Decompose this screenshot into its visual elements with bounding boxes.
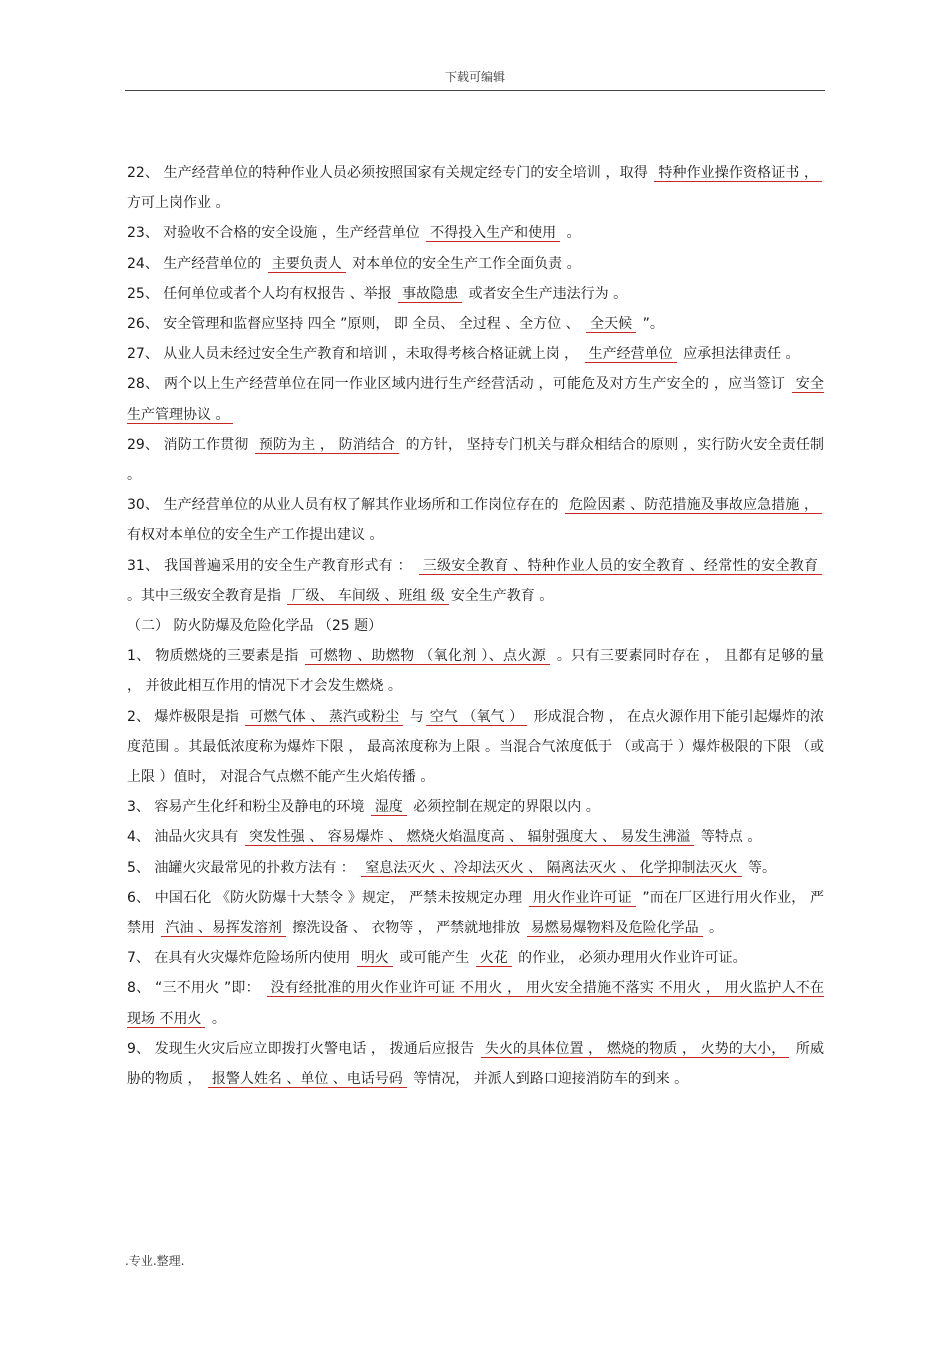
question-text: 9、 发现生火灾后应立即拨打火警电话 ， 拨通后应报告 (127, 1040, 479, 1057)
question-text: 7、 在具有火灾爆炸危险场所内使用 (127, 950, 355, 967)
answer-text: 失火的具体位置 ， 燃烧的物质 ， 火势的大小， (481, 1041, 789, 1058)
answer-text: 事故隐患 (398, 286, 462, 303)
question-text: 4、 油品火灾具有 (127, 829, 243, 846)
answer-text: 不得投入生产和使用 (426, 225, 560, 242)
question-text: 的作业， 必须办理用火作业许可证。 (513, 950, 747, 967)
answer-text: 全天候 (586, 316, 636, 333)
question-item (127, 822, 824, 852)
question-text: 的方针， 坚持专门机关与群众相结合的原则 ，实行防火安全责任制 。 (127, 436, 824, 484)
question-text: 26、 安全管理和监督应坚持 四全 ”原则， 即 全员、 全过程 、全方位 、 (127, 316, 585, 333)
question-text: 必须控制在规定的界限以内 。 (408, 799, 600, 816)
answer-text: 可燃气体 、 蒸汽或粉尘 (245, 709, 403, 726)
answer-text: 可燃物 、助燃物 （氧化剂 ）、点火源 (305, 648, 550, 665)
question-text: 31、 我国普遍采用的安全生产教育形式有 ： (127, 557, 417, 574)
question-item (127, 702, 824, 793)
question-item (127, 309, 824, 339)
question-item (127, 490, 824, 550)
question-text: 应承担法律责任 。 (678, 346, 800, 363)
question-text: 。 (704, 920, 724, 937)
question-item (127, 611, 824, 641)
answer-text: 没有经批准的用火作业许可证 不用火 ， 用火安全措施不落实 不用火 ， 用火监护人不在现场 不用火 (127, 980, 825, 1027)
question-text: 3、 容易产生化纤和粉尘及静电的环境 (127, 799, 369, 816)
question-text: 22、 生产经营单位的特种作业人员必须按照国家有关规定经专门的安全培训 ，取得 (127, 165, 653, 181)
answer-text: 危险因素 、防范措施及事故应急措施 ， (565, 497, 822, 514)
question-list (127, 158, 824, 1094)
question-text: 有权对本单位的安全生产工作提出建议 。 (127, 527, 384, 544)
question-item (127, 158, 824, 218)
question-item (127, 973, 824, 1033)
answer-text: 明火 (357, 950, 393, 967)
question-text: 等特点 。 (696, 829, 762, 846)
question-text: 24、 生产经营单位的 (127, 255, 266, 272)
question-text: 5、 油罐火灾最常见的扑救方法有 ： (127, 859, 360, 876)
answer-text: 生产经营单位 (585, 346, 677, 363)
question-text: 与 (405, 708, 424, 725)
question-text: 或可能产生 (394, 950, 474, 967)
answer-text: 特种作业操作资格证书 ， (654, 165, 822, 182)
question-text: 。 (207, 1010, 226, 1027)
answer-text: 易燃易爆物料及危险化学品 (527, 920, 703, 937)
question-item (127, 249, 824, 279)
question-text: 1、 物质燃烧的三要素是指 (127, 648, 304, 665)
answer-text: 突发性强 、 容易爆炸 、 燃烧火焰温度高 、 辐射强度大 、 易发生沸溢 (245, 829, 695, 846)
question-text: 23、 对验收不合格的安全设施 ，生产经营单位 (127, 225, 425, 242)
question-text: 。只有三要素同时存在 ， 且都有足够的量 ， 并彼此相互作用的情况下才会发生燃烧 。 (127, 648, 824, 695)
answer-text: 火花 (476, 950, 512, 967)
question-text: 或者安全生产违法行为 。 (464, 285, 628, 302)
question-text: 8、 “三不用火 ”即： (127, 980, 265, 997)
page-header: 下载可编辑 (444, 70, 505, 84)
answer-text: 用火作业许可证 (529, 890, 636, 907)
question-text: 方可上岗作业 。 (127, 195, 230, 212)
answer-text: 厂级、 车间级 、班组 级 (287, 588, 448, 605)
question-text: 安全生产教育 。 (450, 587, 554, 604)
question-text: 25、 任何单位或者个人均有权报告 、举报 (127, 285, 397, 302)
question-text: 28、 两个以上生产经营单位在同一作业区域内进行生产经营活动 ，可能危及对方生产安全的 ，应当签订 (127, 376, 790, 393)
question-text: 对本单位的安全生产工作全面负责 。 (347, 255, 581, 272)
answer-text: 报警人姓名 、单位 、电话号码 (208, 1071, 407, 1088)
question-text: 。其中三级安全教育是指 (127, 587, 286, 604)
question-item (127, 641, 824, 701)
question-text: 形成混合物 ， 在点火源作用下能引起爆炸的浓度范围 。其最低浓度称为爆炸下限 ， 最高浓度称为上限 。当混合气浓度低于 （或高于 ）爆炸极限的下限 （或上限 ）值时， 对混合气点燃不能产生火焰传播 。 (127, 708, 825, 786)
question-text: 擦洗设备 、 衣物等 ， 严禁就地排放 (287, 920, 525, 937)
question-item (127, 339, 824, 369)
question-item (127, 792, 824, 822)
question-text: 2、 爆炸极限是指 (127, 708, 244, 725)
answer-text: 湿度 (371, 799, 407, 816)
question-text: 等。 (743, 859, 776, 876)
question-item (127, 218, 824, 248)
question-item (127, 943, 824, 973)
question-text: 等情况， 并派人到路口迎接消防车的到来 。 (408, 1071, 689, 1088)
question-item (127, 279, 824, 309)
question-text: 27、 从业人员未经过安全生产教育和培训 ，未取得考核合格证就上岗 ， (127, 346, 583, 363)
question-item (127, 853, 824, 883)
question-item (127, 1034, 824, 1094)
question-text: ”。 (638, 316, 664, 333)
question-item (127, 369, 824, 429)
answer-text: 汽油 、易挥发溶剂 (161, 920, 285, 937)
answer-text: 安全生产管理协议 。 (127, 376, 824, 423)
question-text: 。 (562, 225, 581, 242)
question-item (127, 551, 824, 611)
question-item (127, 430, 824, 490)
question-text: 29、 消防工作贯彻 (127, 436, 253, 453)
question-item (127, 883, 824, 943)
answer-text: 空气 （氧气 ） (426, 709, 527, 726)
question-text: 30、 生产经营单位的从业人员有权了解其作业场所和工作岗位存在的 (127, 497, 564, 514)
question-text: ”而在厂区进行用火作业， 严禁用 (127, 889, 824, 937)
question-text: 所威胁的物质 ， (127, 1040, 824, 1088)
page-footer: .专业.整理. (125, 1254, 185, 1268)
question-text: （二） 防火防爆及危险化学品 （25 题） (127, 618, 383, 635)
answer-text: 预防为主 ， 防消结合 (255, 437, 399, 454)
answer-text: 三级安全教育 、特种作业人员的安全教育 、经常性的安全教育 (419, 558, 822, 575)
answer-text: 窒息法灭火 、冷却法灭火 、 隔离法灭火 、 化学抑制法灭火 (361, 860, 741, 877)
answer-text: 主要负责人 (268, 256, 346, 273)
question-text: 6、 中国石化 《防火防爆十大禁令 》规定， 严禁未按规定办理 (127, 889, 527, 906)
header-divider (125, 90, 825, 91)
